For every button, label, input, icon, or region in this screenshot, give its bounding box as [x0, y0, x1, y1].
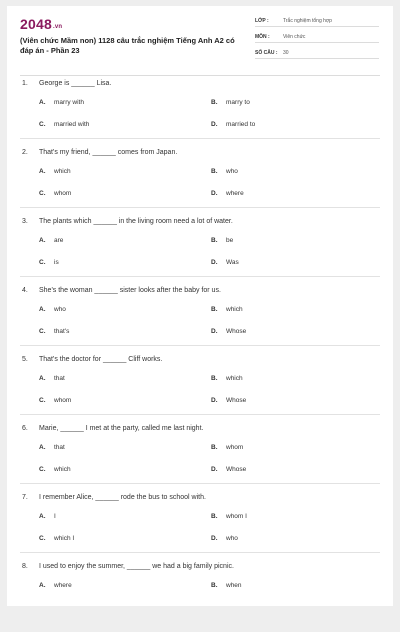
document-header	[7, 6, 393, 70]
question-number: 3.	[22, 218, 28, 225]
question-divider	[20, 138, 380, 139]
option-letter: D.	[211, 466, 218, 473]
document-title: (Viên chức Mầm non) 1128 câu trắc nghiệm Tiếng Anh A2 có đáp án - Phần 23	[20, 36, 235, 55]
option-letter: B.	[211, 306, 218, 313]
option-letter: D.	[211, 397, 218, 404]
option-letter: C.	[39, 259, 46, 266]
option-text: who	[226, 168, 238, 175]
option-letter: D.	[211, 190, 218, 197]
option-text: which	[226, 306, 243, 313]
option-text: who	[54, 306, 66, 313]
question-divider	[20, 345, 380, 346]
option-letter: B.	[211, 168, 218, 175]
option-text: Whose	[226, 328, 247, 335]
option-letter: B.	[211, 513, 218, 520]
option-letter: A.	[39, 168, 46, 175]
option-letter: C.	[39, 328, 46, 335]
question-item	[7, 494, 393, 563]
question-text: George is ______ Lisa.	[39, 80, 112, 87]
option-letter: A.	[39, 306, 46, 313]
question-text: The plants which ______ in the living room need a lot of water.	[39, 218, 233, 225]
question-divider	[20, 414, 380, 415]
option-text: that's	[54, 328, 70, 335]
meta-label: MÔN :	[255, 34, 270, 40]
question-divider	[20, 276, 380, 277]
question-number: 1.	[22, 80, 28, 87]
option-text: whom	[54, 397, 72, 404]
option-letter: C.	[39, 535, 46, 542]
option-text: which	[54, 466, 71, 473]
option-letter: B.	[211, 582, 218, 589]
option-letter: C.	[39, 190, 46, 197]
option-letter: B.	[211, 375, 218, 382]
meta-label: LỚP :	[255, 18, 269, 24]
question-item	[7, 149, 393, 218]
option-letter: B.	[211, 237, 218, 244]
option-text: where	[54, 582, 72, 589]
option-text: which	[226, 375, 243, 382]
question-number: 6.	[22, 425, 28, 432]
option-letter: C.	[39, 466, 46, 473]
question-text: I remember Alice, ______ rode the bus to school with.	[39, 494, 206, 501]
option-text: whom	[54, 190, 72, 197]
meta-count-row	[255, 47, 379, 59]
option-letter: C.	[39, 397, 46, 404]
option-text: who	[226, 535, 238, 542]
option-text: married to	[226, 121, 256, 128]
question-item	[7, 356, 393, 425]
option-text: be	[226, 237, 234, 244]
option-text: marry with	[54, 99, 84, 106]
option-text: Whose	[226, 397, 247, 404]
option-letter: D.	[211, 328, 218, 335]
option-letter: A.	[39, 99, 46, 106]
option-text: is	[54, 259, 59, 266]
question-item	[7, 287, 393, 356]
question-number: 8.	[22, 563, 28, 570]
question-item	[7, 218, 393, 287]
option-text: which I	[54, 535, 75, 542]
meta-class-row	[255, 15, 379, 27]
option-letter: B.	[211, 444, 218, 451]
option-text: whom I	[226, 513, 247, 520]
site-logo[interactable]: 2048.vn	[20, 16, 63, 32]
option-text: Was	[226, 259, 239, 266]
meta-subject-row	[255, 31, 379, 43]
option-text: marry to	[226, 99, 250, 106]
header-divider	[20, 75, 380, 76]
option-text: that	[54, 444, 65, 451]
question-text: That's the doctor for ______ Cliff works.	[39, 356, 163, 363]
question-number: 4.	[22, 287, 28, 294]
question-item	[7, 563, 393, 632]
option-text: I	[54, 513, 56, 520]
meta-label: SỐ CÂU :	[255, 50, 278, 56]
question-text: I used to enjoy the summer, ______ we had a big family picnic.	[39, 563, 234, 570]
option-letter: A.	[39, 444, 46, 451]
option-text: whom	[226, 444, 244, 451]
document-page	[7, 6, 393, 606]
option-letter: C.	[39, 121, 46, 128]
option-letter: B.	[211, 99, 218, 106]
option-text: are	[54, 237, 64, 244]
option-letter: A.	[39, 375, 46, 382]
question-number: 2.	[22, 149, 28, 156]
question-divider	[20, 207, 380, 208]
meta-value: 30	[283, 50, 289, 56]
question-item	[7, 425, 393, 494]
option-text: which	[54, 168, 71, 175]
option-letter: D.	[211, 535, 218, 542]
question-text: That's my friend, ______ comes from Japan.	[39, 149, 178, 156]
option-text: Whose	[226, 466, 247, 473]
question-text: She's the woman ______ sister looks after the baby for us.	[39, 287, 221, 294]
option-letter: D.	[211, 259, 218, 266]
option-letter: D.	[211, 121, 218, 128]
question-number: 7.	[22, 494, 28, 501]
question-text: Marie, ______ I met at the party, called me last night.	[39, 425, 204, 432]
option-letter: A.	[39, 582, 46, 589]
option-letter: A.	[39, 513, 46, 520]
option-text: when	[226, 582, 242, 589]
option-text: where	[226, 190, 244, 197]
option-letter: A.	[39, 237, 46, 244]
option-text: married with	[54, 121, 90, 128]
question-number: 5.	[22, 356, 28, 363]
option-text: that	[54, 375, 65, 382]
meta-value: Viên chức	[283, 34, 306, 40]
question-item	[7, 80, 393, 149]
question-divider	[20, 552, 380, 553]
meta-value: Trắc nghiệm tổng hợp	[283, 18, 332, 24]
question-divider	[20, 483, 380, 484]
